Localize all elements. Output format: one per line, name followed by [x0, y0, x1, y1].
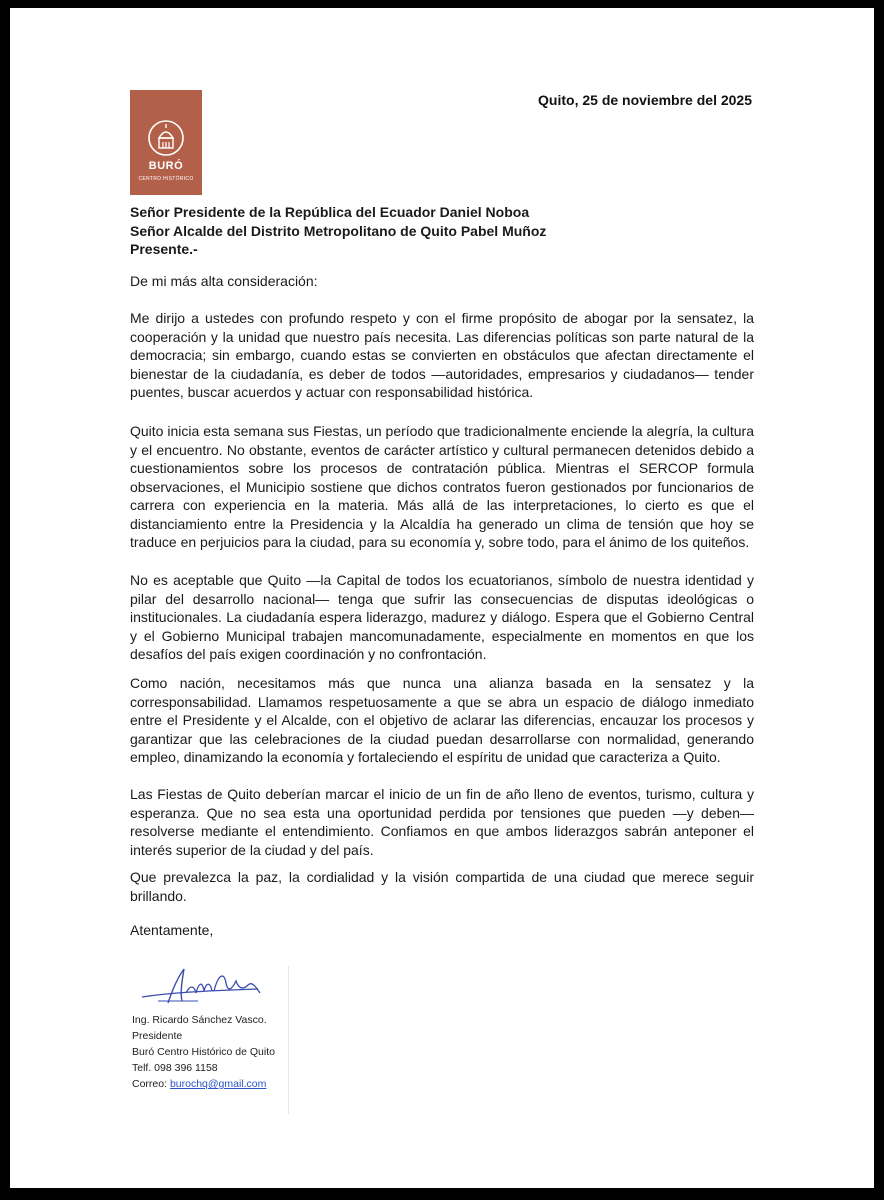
signer-name: Ing. Ricardo Sánchez Vasco.	[132, 1014, 267, 1026]
body-paragraph: Quito inicia esta semana sus Fiestas, un período que tradicionalmente enciende la alegría, la cultura y el encuentro. No obstante, eventos de carácter artístico y cultural permanecen detenidos debido a cuestionamientos sobre los procesos de contratación pública. Mientras el SERCOP formula observaciones, el Municipio sostiene que dichos contratos fueron gestionados por funcionarios de carrera con experiencia en la materia. Más allá de las interpretaciones, lo cierto es que el distanciamiento entre la Presidencia y la Alcaldía ha generado un clima de tensión que hoy se traduce en perjuicios para la ciudad, para su economía y, sobre todo, para el ánimo de los quiteños.	[130, 423, 754, 550]
email-label: Correo:	[132, 1078, 168, 1090]
recipient-line-president: Señor Presidente de la República del Ecuador Daniel Noboa	[130, 204, 530, 220]
signer-organization: Buró Centro Histórico de Quito	[132, 1046, 275, 1058]
recipient-address	[130, 203, 754, 259]
signer-phone: Telf. 098 396 1158	[132, 1062, 218, 1074]
greeting: De mi más alta consideración:	[130, 273, 318, 289]
letter-page	[10, 8, 874, 1188]
letter-date: Quito, 25 de noviembre del 2025	[538, 92, 752, 108]
signer-email-row	[132, 1076, 275, 1092]
body-paragraph: Que prevalezca la paz, la cordialidad y la visión compartida de una ciudad que merece seguir brillando.	[130, 869, 754, 904]
buro-logo	[130, 90, 202, 195]
church-dome-icon	[144, 118, 188, 158]
recipient-line-presente: Presente.-	[130, 241, 198, 257]
signer-role: Presidente	[132, 1030, 183, 1042]
signer-block	[132, 1012, 275, 1092]
recipient-line-mayor: Señor Alcalde del Distrito Metropolitano de Quito Pabel Muñoz	[130, 222, 547, 239]
body-paragraph: No es aceptable que Quito —la Capital de todos los ecuatorianos, símbolo de nuestra identidad y pilar del desarrollo nacional— tenga que sufrir las consecuencias de disputas ideológicas o institucionales. La ciudadanía espera liderazgo, madurez y diálogo. Espera que el Gobierno Central y el Gobierno Municipal trabajen mancomunadamente, especialmente en momentos en que los desafíos del país exigen coordinación y no confrontación.	[130, 572, 754, 662]
closing: Atentamente,	[130, 922, 214, 938]
body-paragraph: Me dirijo a ustedes con profundo respeto y con el firme propósito de abogar por la sensatez, la cooperación y la unidad que nuestro país necesita. Las diferencias políticas son parte natural de la democracia; sin embargo, cuando estas se convierten en obstáculos que afectan directamente el bienestar de la ciudadanía, es deber de todos —autoridades, empresarios y ciudadanos— tender puentes, buscar acuerdos y actuar con responsabilidad histórica.	[130, 310, 754, 400]
handwritten-signature	[138, 963, 268, 1008]
logo-subtitle: CENTRO HISTÓRICO	[138, 176, 194, 182]
body-paragraph: Como nación, necesitamos más que nunca una alianza basada en la sensatez y la corresponsabilidad. Llamamos respetuosamente a que se abra un espacio de diálogo inmediato entre el Presidente y el Alcalde, con el objetivo de aclarar las diferencias, encauzar los procesos y garantizar que las celebraciones de la ciudad puedan desarrollarse con normalidad, generando empleo, dinamizando la economía y fortaleciendo el espíritu de unidad que caracteriza a Quito.	[130, 675, 754, 765]
signature-divider	[288, 966, 289, 1114]
email-link[interactable]: burochq@gmail.com	[169, 1078, 267, 1090]
logo-name: BURÓ	[148, 160, 184, 172]
body-paragraph: Las Fiestas de Quito deberían marcar el inicio de un fin de año lleno de eventos, turismo, cultura y esperanza. Que no sea esta una oportunidad perdida por tensiones que pueden —y deben— resolverse mediante el entendimiento. Confiamos en que ambos liderazgos sabrán anteponer el interés superior de la ciudad y del país.	[130, 786, 754, 858]
